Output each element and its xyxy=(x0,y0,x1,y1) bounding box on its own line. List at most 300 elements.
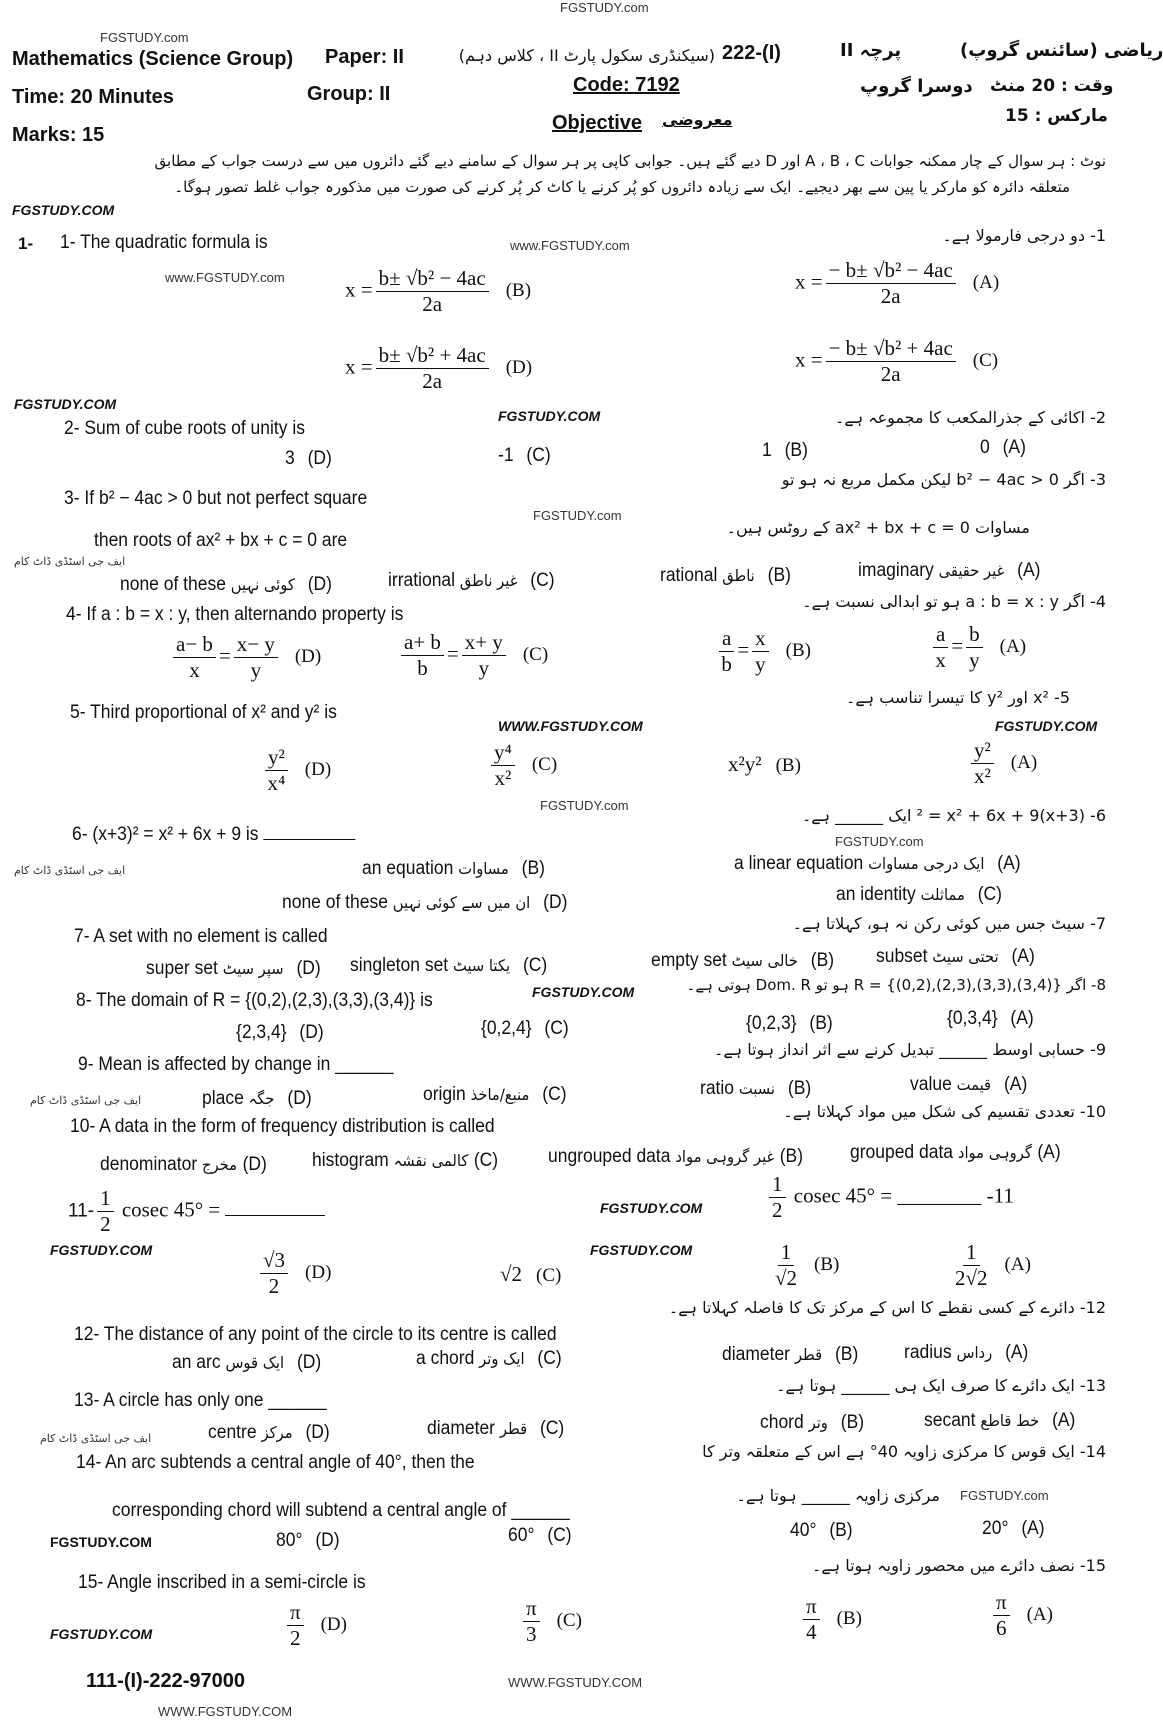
watermark: WWW.FGSTUDY.COM xyxy=(158,1704,293,1719)
watermark: FGSTUDY.COM xyxy=(532,984,635,1000)
option-label: (D) xyxy=(543,892,568,913)
option-9-b xyxy=(700,1078,811,1100)
option-text: x = xyxy=(795,269,823,294)
option-text: an arc xyxy=(172,1352,221,1373)
option-14-d xyxy=(276,1530,340,1552)
option-text-urdu: گروہی مواد xyxy=(957,1143,1032,1162)
option-7-a xyxy=(876,946,1035,968)
option-label: (A) xyxy=(1021,1518,1045,1539)
numerator: x+ y xyxy=(462,630,506,656)
marks-urdu: مارکس : 15 xyxy=(1005,106,1108,126)
option-text: subset xyxy=(876,946,928,967)
option-11-d xyxy=(257,1248,331,1299)
denominator: 2a xyxy=(880,362,901,386)
option-label: (D) xyxy=(296,1352,322,1373)
option-text-urdu: غیر ناطق xyxy=(459,571,518,590)
option-text-urdu: غیر حقیقی xyxy=(938,561,1005,580)
option-label: (B) xyxy=(784,440,808,461)
option-5-d xyxy=(262,745,331,796)
numerator: π xyxy=(803,1594,820,1620)
question-14-urdu: 14- ایک قوس کا مرکزی زاویہ 40° ہے اس کے متعلقہ وتر کا xyxy=(702,1442,1106,1461)
denominator: x xyxy=(935,648,946,672)
denominator: 2 xyxy=(772,1198,783,1222)
question-2-urdu: 2- اکائی کے جذرالمکعب کا مجموعہ ہے۔ xyxy=(835,408,1106,427)
option-13-b xyxy=(760,1412,864,1434)
option-8-c xyxy=(481,1018,569,1040)
denominator: 4 xyxy=(806,1620,817,1644)
option-14-b xyxy=(790,1520,853,1542)
option-3-a xyxy=(858,560,1040,582)
question-1: 1- The quadratic formula is xyxy=(60,232,268,253)
question-10-urdu: 10- تعددی تقسیم کی شکل میں مواد کہلاتا ہے۔ xyxy=(783,1102,1106,1121)
option-text-urdu: قطر xyxy=(794,1345,823,1364)
numerator: π xyxy=(523,1596,540,1622)
watermark: FGSTUDY.com xyxy=(100,30,189,45)
option-label: (C) xyxy=(972,350,999,372)
paper-number: Paper: II xyxy=(325,46,404,68)
option-text-urdu: ناطق xyxy=(722,566,755,585)
option-14-a xyxy=(982,1518,1045,1540)
option-11-c xyxy=(500,1262,561,1287)
option-text-urdu: مماثلت xyxy=(920,885,965,904)
question-9: 9- Mean is affected by change in ______ xyxy=(78,1054,394,1075)
option-label: (C) xyxy=(530,570,555,591)
option-text: 0 xyxy=(980,437,990,458)
option-label: (B) xyxy=(810,950,835,971)
option-text: an identity xyxy=(836,884,916,905)
question-8: 8- The domain of R = {(0,2),(2,3),(3,3),(3,4)} is xyxy=(76,990,433,1011)
numerator: a− b xyxy=(173,632,216,658)
denominator: b xyxy=(417,656,428,680)
option-4-b: $\frac{a}{b}$ = $\frac{x}{y}$ (B) xyxy=(716,626,811,677)
option-label: (C) xyxy=(536,1265,562,1286)
option-5-b xyxy=(728,752,801,777)
option-1-c xyxy=(795,336,998,387)
option-text: ungrouped data xyxy=(548,1146,671,1167)
option-label: (C) xyxy=(522,955,548,976)
watermark: FGSTUDY.COM xyxy=(50,1534,152,1550)
option-text: ratio xyxy=(700,1078,735,1099)
option-text: √2 xyxy=(500,1262,523,1286)
paper-serial-code: 111-(I)-222-97000 xyxy=(86,1670,246,1692)
option-label: (C) xyxy=(526,445,551,466)
denominator: 2√2 xyxy=(955,1266,988,1290)
option-text: 80° xyxy=(276,1530,303,1551)
option-text: {2,3,4} xyxy=(236,1022,287,1043)
watermark: FGSTUDY.com xyxy=(960,1488,1049,1503)
option-13-a xyxy=(924,1410,1075,1432)
watermark: www.FGSTUDY.com xyxy=(510,238,630,253)
denominator: y xyxy=(478,656,490,680)
option-text-urdu: مساوات xyxy=(458,859,509,878)
option-label: (D) xyxy=(287,1088,312,1109)
numerator: a xyxy=(719,626,734,652)
question-14: 14- An arc subtends a central angle of 40°, then the xyxy=(76,1452,475,1473)
option-text: super set xyxy=(146,958,218,979)
option-label: (A) xyxy=(1004,1254,1031,1276)
option-label: (C) xyxy=(542,1084,567,1105)
numerator: x xyxy=(752,626,769,652)
option-label: (A) xyxy=(1010,1008,1034,1029)
option-text-urdu: خالی سیٹ xyxy=(731,951,798,970)
option-label: (C) xyxy=(539,1418,565,1439)
numerator: √3 xyxy=(260,1248,288,1274)
option-9-c xyxy=(423,1084,567,1106)
denominator: 2a xyxy=(422,292,443,316)
instructions-urdu-line2: متعلقہ دائرہ کو مارکر یا پین سے بھر دیجیے۔ ایک سے زیادہ دائروں کو پُر کرنے یا کاٹ کر پُر کرنے کی صورت میں مذکورہ جواب غلط تصور ہوگا۔ xyxy=(174,178,1070,196)
question-13: 13- A circle has only one ______ xyxy=(74,1390,327,1411)
option-text: centre xyxy=(208,1422,257,1443)
option-12-b xyxy=(722,1344,858,1366)
option-text: x²y² xyxy=(728,752,762,776)
class-title-urdu: (سیکنڈری سکول پارٹ II ، کلاس دہم) xyxy=(458,46,715,65)
option-6-a xyxy=(734,853,1021,875)
option-label: (B) xyxy=(787,1078,812,1099)
watermark-urdu: ایف جی اسٹڈی ڈاٹ کام xyxy=(14,864,126,877)
option-text-urdu: قطر xyxy=(499,1419,528,1438)
option-text-urdu: یکتا سیٹ xyxy=(453,956,511,975)
option-label: (C) xyxy=(531,754,558,776)
question-text: 6- (x+3)² = x² + 6x + 9 is xyxy=(72,824,259,845)
numerator: − b± √b² + 4ac xyxy=(826,336,956,362)
option-7-d xyxy=(146,958,321,980)
option-label: (D) xyxy=(299,1022,324,1043)
numerator: b± √b² − 4ac xyxy=(376,266,489,292)
option-2-b xyxy=(762,440,808,462)
numerator: y⁴ xyxy=(491,740,515,766)
question-4: 4- If a : b = x : y, then alternando property is xyxy=(66,604,404,625)
option-text: 40° xyxy=(790,1520,817,1541)
option-text: {0,2,3} xyxy=(746,1013,797,1034)
question-7-urdu: 7- سیٹ جس میں کوئی رکن نہ ہو، کہلاتا ہے۔ xyxy=(792,914,1106,933)
option-2-a xyxy=(980,437,1026,459)
option-text-urdu: جگہ xyxy=(248,1089,275,1108)
denominator: 2 xyxy=(290,1626,301,1650)
question-text: cosec 45° = ________ -11 xyxy=(793,1183,1014,1208)
option-text: -1 xyxy=(498,445,514,466)
option-text-urdu: مخرج xyxy=(202,1155,238,1174)
denominator: b xyxy=(721,652,732,676)
option-label: (A) xyxy=(972,272,1000,294)
option-label: (B) xyxy=(834,1344,859,1365)
option-text: x = xyxy=(345,354,373,379)
option-label: (B) xyxy=(840,1412,865,1433)
option-8-a xyxy=(947,1008,1034,1030)
denominator: 2a xyxy=(880,284,901,308)
watermark-urdu: ایف جی اسٹڈی ڈاٹ کام xyxy=(14,555,126,568)
numerator: x− y xyxy=(234,632,278,658)
option-text: place xyxy=(202,1088,244,1109)
question-1-urdu: 1- دو درجی فارمولا ہے۔ xyxy=(942,226,1106,245)
option-text: imaginary xyxy=(858,560,934,581)
option-13-d xyxy=(208,1422,330,1444)
option-text: origin xyxy=(423,1084,466,1105)
question-6-urdu: 6- (x+3)² = x² + 6x + 9 ایک ______ ہے۔ xyxy=(801,806,1106,825)
option-text-urdu: ان میں سے کوئی نہیں xyxy=(392,893,531,912)
objective-heading-urdu: معروضی xyxy=(662,110,733,129)
option-5-c xyxy=(488,740,557,791)
option-9-d xyxy=(202,1088,312,1110)
numerator: a+ b xyxy=(401,630,444,656)
denominator: x xyxy=(189,658,200,682)
option-15-d xyxy=(284,1600,347,1651)
subject-title: Mathematics (Science Group) xyxy=(12,48,294,70)
option-label: (B) xyxy=(829,1520,853,1541)
paper-urdu: پرچہ II xyxy=(840,40,902,61)
option-11-b xyxy=(772,1240,839,1291)
question-15-urdu: 15- نصف دائرے میں محصور زاویہ ہوتا ہے۔ xyxy=(811,1556,1106,1575)
watermark: FGSTUDY.com xyxy=(540,798,629,813)
question-5: 5- Third proportional of x² and y² is xyxy=(70,702,337,723)
question-3-urdu: 3- اگر b² − 4ac > 0 لیکن مکمل مربع نہ ہو تو xyxy=(781,470,1106,489)
question-3-line2: then roots of ax² + bx + c = 0 are xyxy=(94,530,348,551)
option-text: {0,2,4} xyxy=(481,1018,532,1039)
option-1-b xyxy=(345,266,531,317)
numerator: b xyxy=(966,622,983,648)
watermark: www.FGSTUDY.com xyxy=(165,270,285,285)
option-label: (D) xyxy=(307,448,332,469)
option-text: empty set xyxy=(651,950,727,971)
question-11 xyxy=(68,1186,325,1237)
option-text: x = xyxy=(795,347,823,372)
option-text-urdu: کالمی نقشہ xyxy=(393,1151,469,1170)
option-text: 3 xyxy=(285,448,295,469)
option-text: denominator xyxy=(100,1154,198,1175)
watermark: FGSTUDY.com xyxy=(835,834,924,849)
option-text-urdu: سپر سیٹ xyxy=(222,959,284,978)
option-text-urdu: کوئی نہیں xyxy=(230,575,295,594)
question-14-line2: corresponding chord will subtend a central angle of ______ xyxy=(112,1500,570,1521)
option-text: irrational xyxy=(388,570,456,591)
option-text-urdu: ایک درجی مساوات xyxy=(868,854,985,873)
numerator: 1 xyxy=(778,1240,795,1266)
option-8-d xyxy=(236,1022,324,1044)
watermark-urdu: ایف جی اسٹڈی ڈاٹ کام xyxy=(30,1094,142,1107)
question-text: cosec 45° = xyxy=(121,1197,226,1222)
option-8-b xyxy=(746,1013,833,1035)
watermark: FGSTUDY.COM xyxy=(590,1242,693,1258)
denominator: y xyxy=(250,658,262,682)
option-label: (A) xyxy=(1011,946,1035,967)
option-12-c xyxy=(416,1348,562,1370)
option-text-urdu: غیر گروہی مواد xyxy=(675,1147,775,1166)
option-text-urdu: منبع/ماخذ xyxy=(470,1085,530,1104)
option-5-a xyxy=(968,738,1037,789)
option-label: (C) xyxy=(544,1018,569,1039)
option-text-urdu: ایک قوس xyxy=(225,1353,285,1372)
denominator: x² xyxy=(494,766,512,790)
option-label: (B) xyxy=(836,1608,862,1630)
numerator: y² xyxy=(265,745,288,771)
numerator: − b± √b² − 4ac xyxy=(826,258,956,284)
option-label: (D) xyxy=(305,1262,332,1284)
option-label: (A) xyxy=(999,636,1027,658)
option-text: none of these xyxy=(282,892,388,913)
time-allowed: Time: 20 Minutes xyxy=(12,86,174,108)
option-10-a xyxy=(850,1142,1061,1164)
question-3-urdu-line2: مساوات ax² + bx + c = 0 کے روٹس ہیں۔ xyxy=(726,518,1030,537)
option-4-c: $\frac{a+ b}{b}$ = $\frac{x+ y}{y}$ (C) xyxy=(398,630,548,681)
option-label: (B) xyxy=(505,280,532,302)
option-label: (C) xyxy=(537,1348,562,1369)
option-13-c xyxy=(427,1418,564,1440)
option-text-urdu: قیمت xyxy=(956,1075,992,1094)
option-text: 1 xyxy=(762,440,772,461)
option-2-d xyxy=(285,448,332,470)
option-label: (D) xyxy=(315,1530,340,1551)
option-text: chord xyxy=(760,1412,804,1433)
option-label: (A) xyxy=(1017,560,1041,581)
option-label: (D) xyxy=(320,1614,347,1636)
option-label: (A) xyxy=(1052,1410,1076,1431)
denominator: y xyxy=(969,648,980,672)
group-number: Group: II xyxy=(307,83,391,105)
total-marks: Marks: 15 xyxy=(12,124,105,146)
option-1-a xyxy=(795,258,999,309)
denominator: x² xyxy=(974,764,991,788)
option-15-b xyxy=(800,1594,862,1645)
option-text: histogram xyxy=(312,1150,389,1171)
option-label: (D) xyxy=(294,646,322,668)
denominator: y xyxy=(755,652,766,676)
option-label: (C) xyxy=(977,884,1003,905)
objective-heading: Objective xyxy=(552,112,643,134)
option-1-d xyxy=(345,343,532,394)
option-label: (B) xyxy=(809,1013,833,1034)
watermark: FGSTUDY.com xyxy=(560,0,649,15)
watermark: FGSTUDY.com xyxy=(533,508,622,523)
option-6-d xyxy=(282,892,567,914)
option-label: (B) xyxy=(779,1146,804,1167)
watermark: WWW.FGSTUDY.COM xyxy=(508,1675,643,1690)
option-text: {0,3,4} xyxy=(947,1008,998,1029)
watermark: FGSTUDY.COM xyxy=(12,202,115,218)
question-5-urdu: 5- x² اور y² کا تیسرا تناسب ہے۔ xyxy=(846,688,1070,707)
option-text: value xyxy=(910,1074,952,1095)
watermark: FGSTUDY.COM xyxy=(50,1242,153,1258)
denominator: 2 xyxy=(100,1212,111,1236)
option-text: diameter xyxy=(427,1418,496,1439)
option-label: (B) xyxy=(767,565,791,586)
question-12-urdu: 12- دائرے کے کسی نقطے کا اس کے مرکز تک کا فاصلہ کہلاتا ہے۔ xyxy=(668,1298,1106,1317)
watermark: FGSTUDY.COM xyxy=(50,1626,153,1642)
option-text-urdu: خط قاطع xyxy=(980,1411,1040,1430)
option-text: secant xyxy=(924,1410,976,1431)
option-label: (C) xyxy=(473,1150,499,1171)
question-12: 12- The distance of any point of the circle to its centre is called xyxy=(74,1324,557,1345)
question-10: 10- A data in the form of frequency distribution is called xyxy=(70,1116,495,1137)
denominator: 2 xyxy=(268,1274,280,1298)
option-text-urdu: نسبت xyxy=(738,1079,775,1098)
option-15-a xyxy=(990,1590,1053,1641)
option-text: none of these xyxy=(120,574,226,595)
question-14-urdu-line2: مرکزی زاویہ ______ ہوتا ہے۔ xyxy=(736,1486,940,1505)
numerator: 1 xyxy=(97,1186,114,1212)
subject-title-urdu: ریاضی (سائنس گروپ) xyxy=(960,40,1163,61)
answer-blank xyxy=(225,1215,325,1216)
option-label: (D) xyxy=(304,759,332,781)
option-label: (B) xyxy=(785,640,811,662)
time-urdu: وقت : 20 منٹ xyxy=(990,76,1114,96)
option-text: rational xyxy=(660,565,718,586)
option-12-d xyxy=(172,1352,321,1374)
option-label: (D) xyxy=(505,357,533,379)
option-10-c xyxy=(312,1150,498,1172)
question-2: 2- Sum of cube roots of unity is xyxy=(64,418,305,439)
option-label: (D) xyxy=(307,574,332,595)
option-4-d: $\frac{a- b}{x}$ = $\frac{x- y}{y}$ (D) xyxy=(170,632,321,683)
question-13-urdu: 13- ایک دائرے کا صرف ایک ہی ______ ہوتا ہے۔ xyxy=(776,1376,1106,1395)
option-label: (A) xyxy=(1010,752,1038,774)
option-3-d xyxy=(120,574,332,596)
watermark: FGSTUDY.COM xyxy=(600,1200,703,1216)
option-text: radius xyxy=(904,1342,952,1363)
question-9-urdu: 9- حسابی اوسط ______ تبدیل کرنے سے اثر انداز ہوتا ہے۔ xyxy=(713,1040,1106,1059)
option-label: (A) xyxy=(1002,437,1026,458)
option-label: (C) xyxy=(556,1610,582,1632)
numerator: a xyxy=(933,622,948,648)
numerator: π xyxy=(287,1600,304,1626)
option-9-a xyxy=(910,1074,1027,1096)
option-7-c xyxy=(350,955,547,977)
denominator: x⁴ xyxy=(267,771,286,795)
option-text: 60° xyxy=(508,1525,535,1546)
denominator: 6 xyxy=(996,1616,1007,1640)
option-3-b xyxy=(660,565,791,587)
option-label: (D) xyxy=(305,1422,330,1443)
option-6-b xyxy=(362,858,545,880)
question-15: 15- Angle inscribed in a semi-circle is xyxy=(78,1572,366,1593)
question-11-urdu xyxy=(766,1172,1014,1223)
numerator: 1 xyxy=(769,1172,786,1198)
instructions-urdu-line1: نوٹ : ہر سوال کے چار ممکنہ جوابات A ، B ، C اور D دیے گئے ہیں۔ جوابی کاپی پر ہر سوال کے سامنے دیے گئے دائروں میں سے درست جواب کے مطابق xyxy=(154,152,1106,170)
option-text: a chord xyxy=(416,1348,475,1369)
option-7-b xyxy=(651,950,834,972)
numerator: b± √b² + 4ac xyxy=(376,343,489,369)
option-6-c xyxy=(836,884,1002,906)
option-text: x = xyxy=(345,277,373,302)
option-text: singleton set xyxy=(350,955,449,976)
option-4-a: $\frac{a}{x}$ = $\frac{b}{y}$ (A) xyxy=(930,622,1026,673)
denominator: 2a xyxy=(422,369,443,393)
option-text: diameter xyxy=(722,1344,791,1365)
option-14-c xyxy=(508,1525,572,1547)
option-label: (D) xyxy=(296,958,321,979)
option-text: 20° xyxy=(982,1518,1009,1539)
option-3-c xyxy=(388,570,555,592)
option-text-urdu: رداس xyxy=(956,1343,993,1362)
option-label: (A) xyxy=(1005,1342,1029,1363)
option-10-b xyxy=(548,1146,803,1168)
option-12-a xyxy=(904,1342,1028,1364)
question-8-urdu: 8- اگر R = {(0,2),(2,3),(3,3),(3,4)} ہو تو Dom. R ہوتی ہے۔ xyxy=(686,976,1106,994)
question-4-urdu: 4- اگر a : b = x : y ہو تو ابدالی نسبت ہے۔ xyxy=(802,592,1106,611)
numerator: π xyxy=(993,1590,1010,1616)
option-label: (A) xyxy=(1003,1074,1028,1095)
question-6 xyxy=(72,824,355,846)
question-7: 7- A set with no element is called xyxy=(74,926,328,947)
watermark-urdu: ایف جی اسٹڈی ڈاٹ کام xyxy=(40,1432,152,1445)
numerator: y² xyxy=(971,738,994,764)
paper-code-number: 222-(I) xyxy=(722,42,781,64)
option-label: (B) xyxy=(521,858,545,879)
numerator: 1 xyxy=(963,1240,980,1266)
option-11-a xyxy=(952,1240,1031,1291)
option-text-urdu: تحتی سیٹ xyxy=(932,947,999,966)
option-label: (A) xyxy=(997,853,1021,874)
option-label: (A) xyxy=(1026,1604,1053,1626)
option-label: (C) xyxy=(522,644,549,666)
